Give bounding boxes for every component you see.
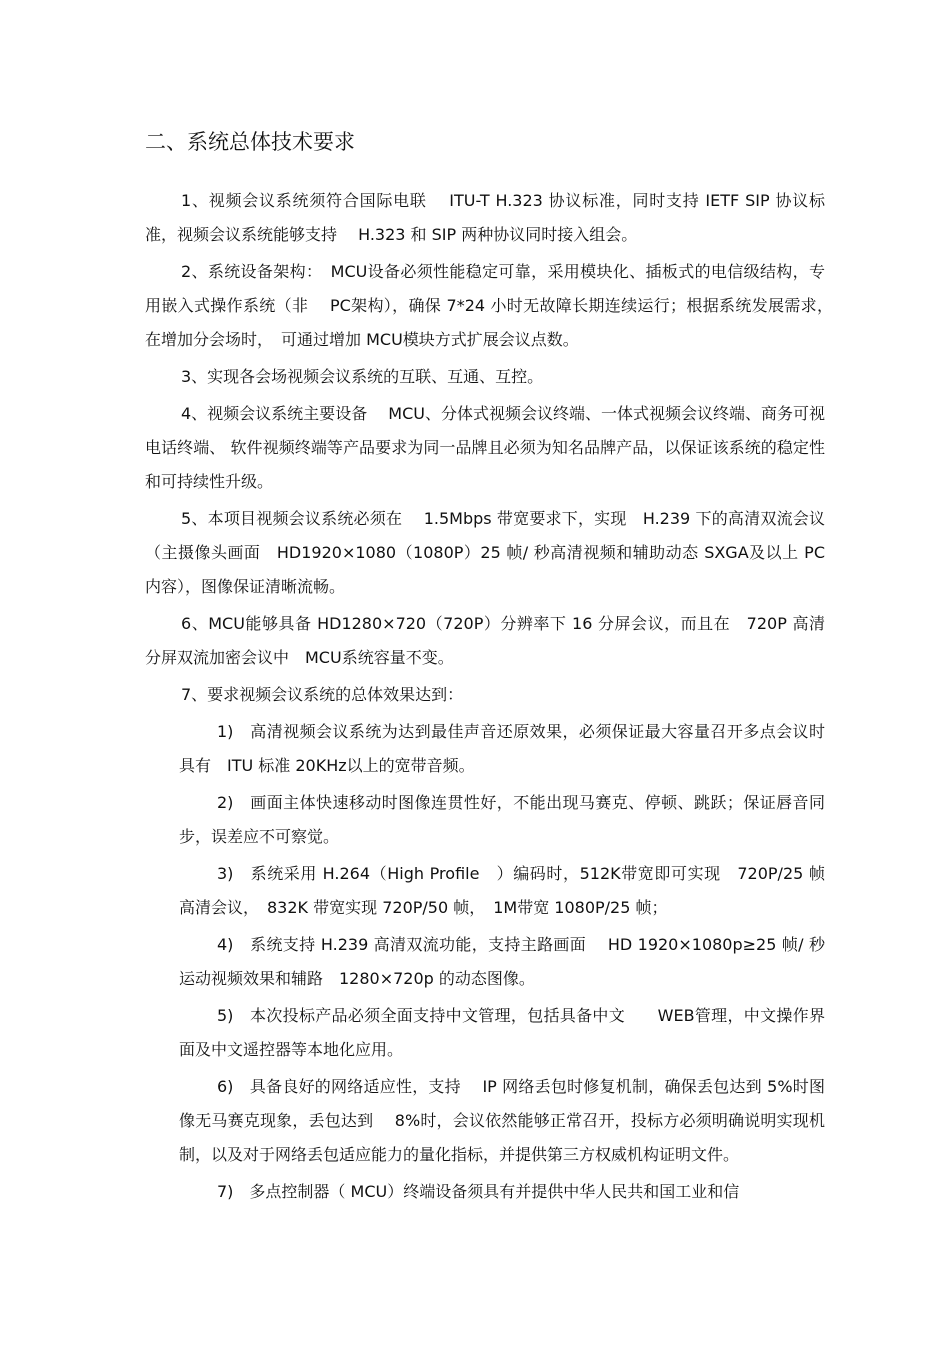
sub-item-4: 4) 系统支持 H.239 高清双流功能，支持主路画面 HD 1920×1080p≥25 帧/ 秒运动视频效果和辅路 1280×720p 的动态图像。 (179, 935, 825, 988)
sub-item-2: 2) 画面主体快速移动时图像连贯性好，不能出现马赛克、停顿、跳跃；保证唇音同步，误差应不可察觉。 (179, 793, 825, 846)
paragraph-3: 3、实现各会场视频会议系统的互联、互通、互控。 (181, 367, 544, 386)
paragraph-6: 6、MCU能够具备 HD1280×720（720P）分辨率下 16 分屏会议，而且在 720P 高清分屏双流加密会议中 MCU系统容量不变。 (145, 614, 825, 667)
sub-item-1: 1) 高清视频会议系统为达到最佳声音还原效果，必须保证最大容量召开多点会议时具有 ITU 标准 20KHz以上的宽带音频。 (179, 722, 825, 775)
document-body (145, 184, 842, 1212)
sub-item-3: 3) 系统采用 H.264（High Profile ）编码时，512K带宽即可实现 720P/25 帧高清会议， 832K 带宽实现 720P/50 帧， 1M带宽 1080P/25 帧； (179, 864, 825, 917)
sub-item-6: 6) 具备良好的网络适应性，支持 IP 网络丢包时修复机制，确保丢包达到 5%时图像无马赛克现象，丢包达到 8%时，会议依然能够正常召开，投标方必须明确说明实现机制，以及对于网络丢包适应能力的量化指标，并提供第三方权威机构证明文件。 (179, 1077, 825, 1164)
paragraph-2: 2、系统设备架构： MCU设备必须性能稳定可靠，采用模块化、插板式的电信级结构，专用嵌入式操作系统（非 PC架构），确保 7*24 小时无故障长期连续运行；根据系统发展需求， 在增加分会场时， 可通过增加 MCU模块方式扩展会议点数。 (145, 262, 842, 349)
section-heading: 二、系统总体技术要求 (145, 130, 355, 154)
paragraph-4: 4、视频会议系统主要设备 MCU、分体式视频会议终端、一体式视频会议终端、商务可视电话终端、 软件视频终端等产品要求为同一品牌且必须为知名品牌产品，以保证该系统的稳定性和可持续性升级。 (145, 404, 825, 491)
paragraph-7: 7、要求视频会议系统的总体效果达到： (181, 685, 464, 704)
paragraph-1: 1、视频会议系统须符合国际电联 ITU-T H.323 协议标准，同时支持 IETF SIP 协议标准，视频会议系统能够支持 H.323 和 SIP 两种协议同时接入组会。 (145, 191, 825, 244)
sub-item-7: 7) 多点控制器（ MCU）终端设备须具有并提供中华人民共和国工业和信 (217, 1182, 740, 1201)
paragraph-5: 5、本项目视频会议系统必须在 1.5Mbps 带宽要求下，实现 H.239 下的高清双流会议（主摄像头画面 HD1920×1080（1080P）25 帧/ 秒高清视频和辅助动态 SXGA及以上 PC内容），图像保证清晰流畅。 (145, 509, 825, 596)
sub-item-5: 5) 本次投标产品必须全面支持中文管理，包括具备中文 WEB管理，中文操作界面及中文遥控器等本地化应用。 (179, 1006, 825, 1059)
